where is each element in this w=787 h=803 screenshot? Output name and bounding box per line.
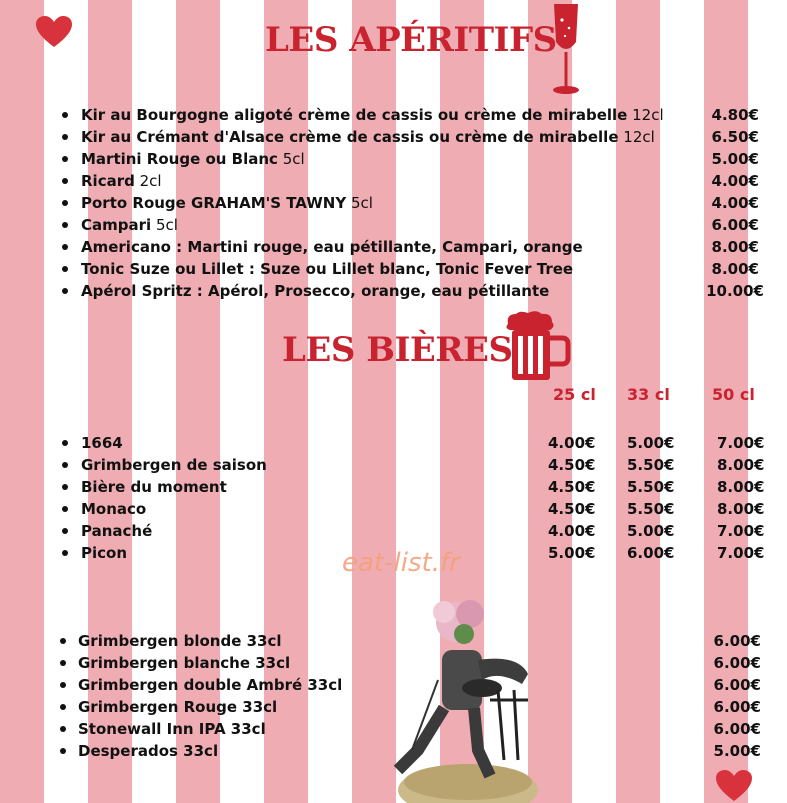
list-item — [0, 498, 787, 520]
price-33cl: 5.50€ — [627, 456, 675, 474]
heart-icon — [36, 16, 72, 48]
list-item — [0, 432, 787, 454]
item-name: Americano : Martini rouge, eau pétillante, Campari, orange — [81, 238, 583, 256]
item-price: 5.00€ — [713, 742, 761, 760]
list-item — [0, 170, 787, 192]
column-header-50cl: 50 cl — [712, 385, 755, 404]
item-price: 6.00€ — [713, 654, 761, 672]
aperitifs-title: LES APÉRITIFS — [265, 20, 557, 60]
list-item — [0, 104, 787, 126]
price-25cl: 4.50€ — [548, 456, 596, 474]
bullet — [62, 156, 68, 162]
bullet — [60, 682, 66, 688]
heart-icon — [716, 770, 752, 802]
list-item — [0, 718, 787, 740]
price-33cl: 5.00€ — [627, 522, 675, 540]
bieres-title: LES BIÈRES — [282, 330, 513, 370]
price-25cl: 4.00€ — [548, 522, 596, 540]
bullet — [62, 528, 68, 534]
price-33cl: 5.50€ — [627, 478, 675, 496]
list-item — [0, 740, 787, 762]
bullet — [60, 704, 66, 710]
list-item — [0, 652, 787, 674]
bullet — [62, 112, 68, 118]
list-item — [0, 192, 787, 214]
item-volume: 5cl — [282, 150, 305, 168]
item-volume: 5cl — [155, 216, 178, 234]
price-25cl: 4.50€ — [548, 500, 596, 518]
item-name: Porto Rouge GRAHAM'S TAWNY — [81, 194, 347, 212]
bullet — [60, 638, 66, 644]
price-25cl: 5.00€ — [548, 544, 596, 562]
list-item — [0, 476, 787, 498]
item-name: Grimbergen blonde 33cl — [78, 632, 282, 650]
list-item — [0, 236, 787, 258]
item-price: 6.50€ — [711, 128, 759, 146]
item-volume: 2cl — [139, 172, 162, 190]
item-price: 6.00€ — [713, 676, 761, 694]
price-50cl: 7.00€ — [717, 522, 765, 540]
list-item — [0, 674, 787, 696]
item-price: 6.00€ — [713, 632, 761, 650]
price-25cl: 4.00€ — [548, 434, 596, 452]
bullet — [62, 200, 68, 206]
item-name: Campari — [81, 216, 152, 234]
item-volume: 12cl — [632, 106, 664, 124]
price-33cl: 5.00€ — [627, 434, 675, 452]
price-50cl: 7.00€ — [717, 434, 765, 452]
price-25cl: 4.50€ — [548, 478, 596, 496]
list-item — [0, 126, 787, 148]
bullet — [62, 440, 68, 446]
item-price: 10.00€ — [706, 282, 764, 300]
item-name: Martini Rouge ou Blanc — [81, 150, 278, 168]
watermark: eat-list.fr — [342, 548, 460, 578]
price-50cl: 7.00€ — [717, 544, 765, 562]
item-price: 5.00€ — [711, 150, 759, 168]
price-50cl: 8.00€ — [717, 456, 765, 474]
item-price: 6.00€ — [713, 720, 761, 738]
price-50cl: 8.00€ — [717, 500, 765, 518]
item-name: Kir au Bourgogne aligoté crème de cassis ou crème de mirabelle — [81, 106, 628, 124]
item-name: Monaco — [81, 500, 147, 518]
item-name: Desperados 33cl — [78, 742, 219, 760]
list-item — [0, 214, 787, 236]
item-name: Apérol Spritz : Apérol, Prosecco, orange, eau pétillante — [81, 282, 550, 300]
item-name: Grimbergen de saison — [81, 456, 267, 474]
item-name: Panaché — [81, 522, 153, 540]
item-name: Ricard — [81, 172, 135, 190]
bullet — [60, 726, 66, 732]
list-item — [0, 454, 787, 476]
bullet — [62, 178, 68, 184]
list-item — [0, 696, 787, 718]
list-item — [0, 520, 787, 542]
item-name: Bière du moment — [81, 478, 227, 496]
bullet — [62, 462, 68, 468]
column-header-25cl: 25 cl — [553, 385, 596, 404]
bullet — [62, 222, 68, 228]
bullet — [60, 660, 66, 666]
item-price: 6.00€ — [711, 216, 759, 234]
item-name: Grimbergen double Ambré 33cl — [78, 676, 343, 694]
item-volume: 12cl — [623, 128, 655, 146]
item-name: Stonewall Inn IPA 33cl — [78, 720, 266, 738]
item-price: 4.80€ — [711, 106, 759, 124]
bullet — [60, 748, 66, 754]
item-price: 6.00€ — [713, 698, 761, 716]
list-item — [0, 258, 787, 280]
item-price: 4.00€ — [711, 172, 759, 190]
item-price: 4.00€ — [711, 194, 759, 212]
bullet — [62, 266, 68, 272]
item-volume: 5cl — [350, 194, 373, 212]
list-item — [0, 280, 787, 302]
bullet — [62, 134, 68, 140]
bullet — [62, 550, 68, 556]
item-name: Grimbergen Rouge 33cl — [78, 698, 278, 716]
column-header-33cl: 33 cl — [627, 385, 670, 404]
list-item — [0, 148, 787, 170]
item-name: Grimbergen blanche 33cl — [78, 654, 291, 672]
item-price: 8.00€ — [711, 238, 759, 256]
bullet — [62, 506, 68, 512]
bullet — [62, 288, 68, 294]
bullet — [62, 244, 68, 250]
list-item — [0, 630, 787, 652]
item-name: Tonic Suze ou Lillet : Suze ou Lillet blanc, Tonic Fever Tree — [81, 260, 574, 278]
item-name: 1664 — [81, 434, 123, 452]
price-50cl: 8.00€ — [717, 478, 765, 496]
item-name: Picon — [81, 544, 128, 562]
item-price: 8.00€ — [711, 260, 759, 278]
item-name: Kir au Crémant d'Alsace crème de cassis ou crème de mirabelle — [81, 128, 619, 146]
price-33cl: 6.00€ — [627, 544, 675, 562]
price-33cl: 5.50€ — [627, 500, 675, 518]
bullet — [62, 484, 68, 490]
